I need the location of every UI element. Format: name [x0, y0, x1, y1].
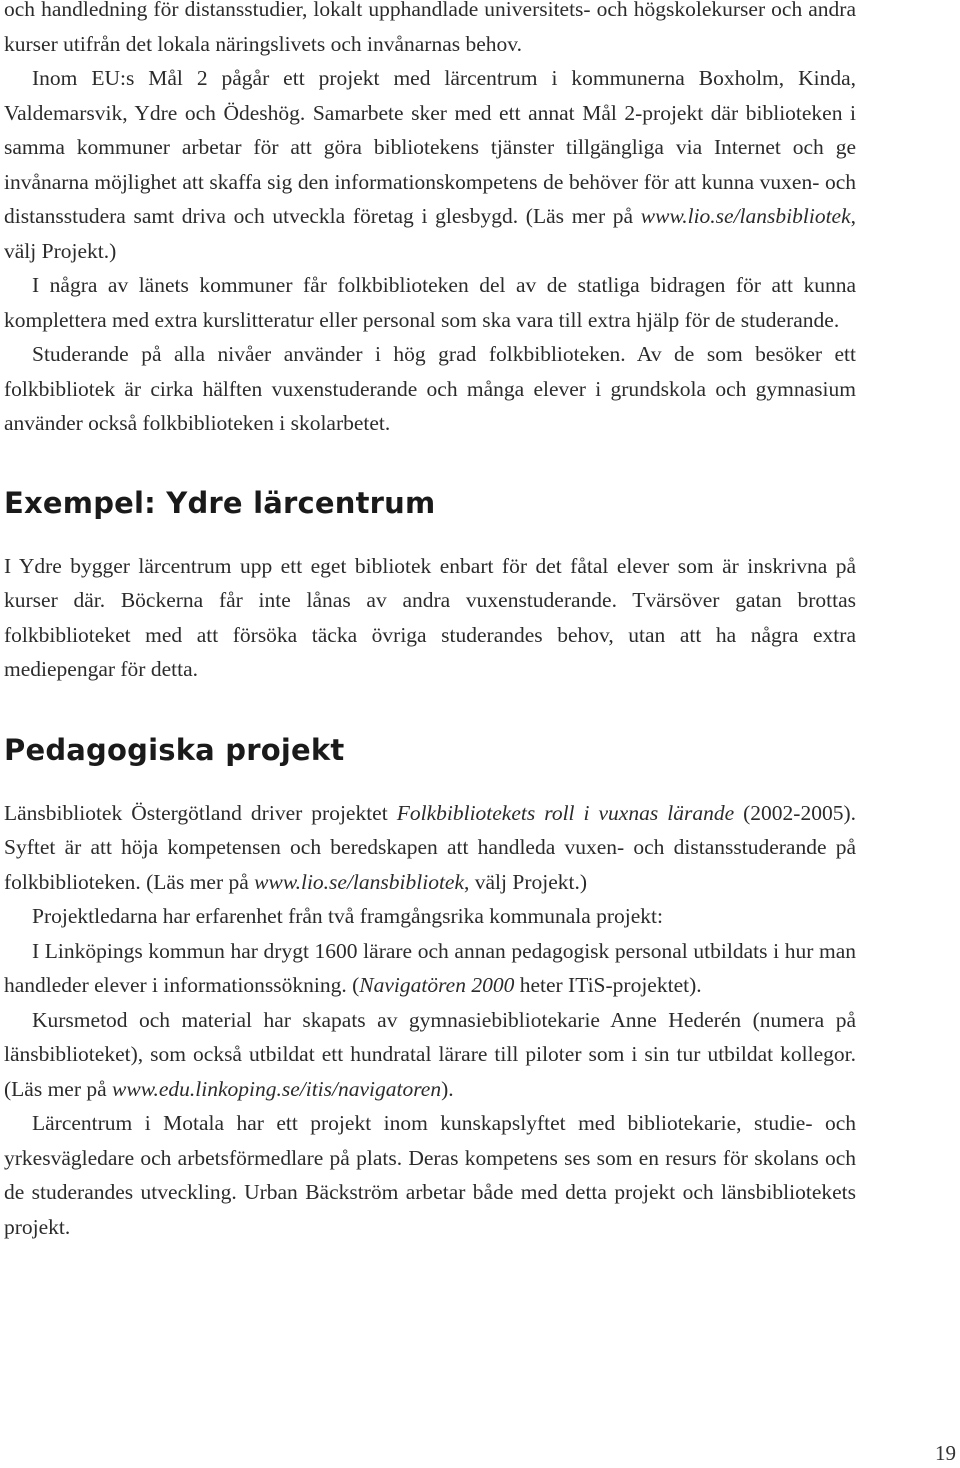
paragraph-intro [4, 0, 856, 61]
paragraph-kursmetod [4, 1003, 856, 1107]
paragraph-studerande-text: Studerande på alla nivåer använder i hög grad folkbiblioteken. Av de som besöker ett folkbibliotek är cirka hälften vuxenstuderande och många elever i grundskola och gymnasium använder också folkbiblioteken i skolarbetet. [4, 342, 856, 435]
paragraph-lansbibliotek-mid: (2002-2005). Syftet är att höja kompetensen och beredskapen att handleda vuxen- och distansstuderande på folkbiblioteken. (Läs mer på [4, 800, 856, 894]
paragraph-linkoping [4, 934, 856, 1003]
paragraph-lansbibliotek [4, 796, 856, 900]
link-lio-lansbibliotek[interactable]: www.lio.se/lansbibliotek [640, 204, 851, 228]
link-edu-linkoping[interactable]: www.edu.linkoping.se/itis/navigatoren [112, 1076, 442, 1101]
paragraph-mal2 [4, 61, 856, 268]
paragraph-bidrag-text: I några av länets kommuner får folkbiblioteken del av de statliga bidragen för att kunna komplettera med extra kurslitteratur eller personal som ska vara till extra hjälp för de studerande. [4, 273, 856, 332]
paragraph-kursmetod-start: Kursmetod och material har skapats av gymnasiebibliotekarie Anne Hederén (numera på länsbiblioteket), som också utbildat ett hundratal lärare till piloter som i sin tur utbildat kollegor. (Läs mer på [4, 1007, 856, 1101]
link-lio-lansbibliotek-2[interactable]: www.lio.se/lansbibliotek [254, 869, 464, 894]
project-title: Folkbibliotekets roll i vuxnas lärande [396, 800, 735, 825]
heading-pedagogiska-projekt: Pedagogiska projekt [4, 732, 345, 767]
paragraph-lansbibliotek-start: Länsbibliotek Östergötland driver projektet [4, 800, 397, 825]
paragraph-motala-text: Lärcentrum i Motala har ett projekt inom kunskapslyftet med bibliotekarie, studie- och yrkesvägledare och arbetsförmedlare på plats. Deras kompetens ses som en resurs för skolans och de studerandes utveckling. Urban Bäckström arbetar både med detta projekt och länsbibliotekets projekt. [4, 1111, 856, 1239]
document-page [4, 0, 856, 1244]
paragraph-projektledarna-text: Projektledarna har erfarenhet från två framgångsrika kommunala projekt: [32, 904, 663, 928]
page-number: 19 [935, 1441, 956, 1465]
paragraph-kursmetod-end: ). [441, 1076, 454, 1101]
paragraph-mal2-end: , välj Projekt.) [4, 204, 856, 263]
paragraph-intro-text: och handledning för distansstudier, lokalt upphandlade universitets- och högskolekurser och andra kurser utifrån det lokala näringslivets och invånarnas behov. [4, 0, 856, 56]
paragraph-studerande [4, 337, 856, 441]
heading-ydre-larcentrum: Exempel: Ydre lärcentrum [4, 485, 436, 520]
navigatoren-title: Navigatören 2000 [359, 973, 515, 997]
paragraph-projektledarna [4, 899, 856, 934]
paragraph-motala [4, 1106, 856, 1244]
paragraph-ydre-text: I Ydre bygger lärcentrum upp ett eget bibliotek enbart för det fåtal elever som är inskrivna på kurser där. Böckerna får inte lånas av andra vuxenstuderande. Tvärsöver gatan brottas folkbiblioteket med att försöka täcka övriga studerandes behov, utan att ha några extra mediepengar för detta. [4, 553, 856, 681]
paragraph-ydre [4, 549, 856, 687]
paragraph-bidrag [4, 268, 856, 337]
paragraph-linkoping-start: I Linköpings kommun har drygt 1600 lärare och annan pedagogisk personal utbildats i hur man handleder elever i informationssökning. ( [4, 938, 856, 997]
paragraph-lansbibliotek-end: , välj Projekt.) [464, 869, 588, 894]
paragraph-linkoping-end: heter ITiS-projektet). [514, 973, 702, 997]
paragraph-mal2-text: Inom EU:s Mål 2 pågår ett projekt med lärcentrum i kommunerna Boxholm, Kinda, Valdemarsvik, Ydre och Ödeshög. Samarbete sker med ett annat Mål 2-projekt där biblioteken i samma kommuner arbetar för att göra bibliotekens tjänster tillgängliga via Internet och ge invånarna möjlighet att skaffa sig den informationskompetens de behöver för att kunna vuxen- och distansstudera samt driva och utveckla företag i glesbygd. (Läs mer på [4, 66, 856, 228]
